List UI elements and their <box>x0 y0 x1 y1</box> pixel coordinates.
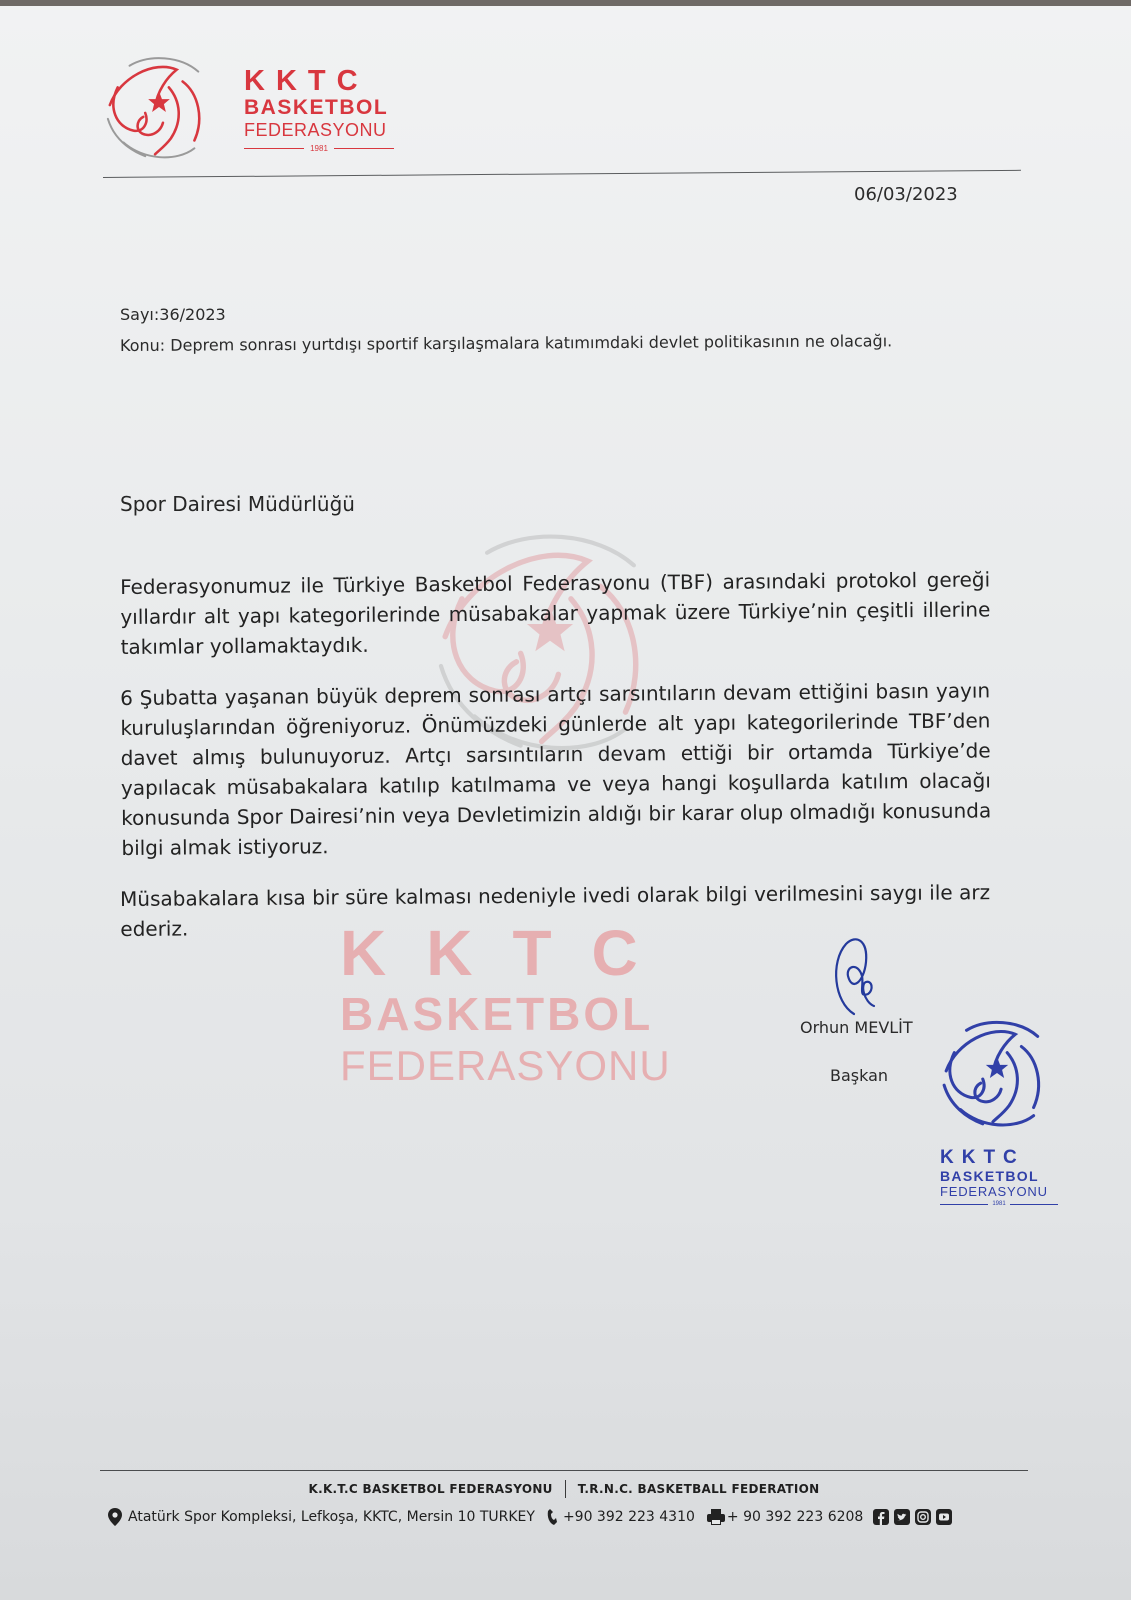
watermark-text <box>340 917 700 1090</box>
letter-recipient: Spor Dairesi Müdürlüğü <box>120 492 355 516</box>
header-logo-line1: KKTC <box>244 65 369 97</box>
stamp-line2: BASKETBOL <box>940 1168 1039 1184</box>
header-logo-line3: FEDERASYONU <box>244 120 387 140</box>
footer-address: Atatürk Spor Kompleksi, Lefkoşa, KKTC, Mersin 10 TURKEY <box>128 1509 535 1525</box>
letter-paragraph-2: 6 Şubatta yaşanan büyük deprem sonrası artçı sarsıntıların devam ettiğini basın yayın kuruluşlarından öğreniyoruz. Önümüzdeki günlerde alt yapı kategorilerinde TBF’den davet almış bulunuyoruz. Artçı sarsıntıların devam ettiği bir ortamda Türkiye’de yapılacak müsabakalara katılıp katılmama ve veya hangi koşullarda katılım olacağı konusunda Spor Dairesi’nin veya Devletimizin aldığı bir karar olup olmadığı konusunda bilgi almak istiyoruz. <box>120 678 992 860</box>
federation-logo-icon <box>100 48 218 170</box>
footer-contact <box>108 1508 1038 1526</box>
stamp-line1: KKTC <box>940 1147 1025 1168</box>
header-logo-line2: BASKETBOL <box>244 96 389 119</box>
stamp-year-row <box>940 1201 1058 1207</box>
youtube-icon[interactable] <box>936 1509 952 1525</box>
stamp-line3: FEDERASYONU <box>940 1184 1048 1199</box>
stamp-federation-name <box>940 1148 1060 1207</box>
watermark-line3: FEDERASYONU <box>340 1042 671 1089</box>
footer-org-en: T.R.N.C. BASKETBALL FEDERATION <box>577 1482 820 1496</box>
footer-org-tr: K.K.T.C BASKETBOL FEDERASYONU <box>308 1482 553 1496</box>
twitter-icon[interactable] <box>894 1509 910 1525</box>
footer-phone: +90 392 223 4310 <box>562 1509 695 1525</box>
footer-divider <box>100 1470 1028 1471</box>
signer-title: Başkan <box>830 1066 889 1085</box>
header-logo-year: 1981 <box>310 144 328 153</box>
header-logo-year-row <box>244 144 394 153</box>
letter-paragraph-1: Federasyonumuz ile Türkiye Basketbol Federasyonu (TBF) arasındaki protokol gereği yıllardır alt yapı kategorilerinde müsabakalar yapmak üzere Türkiye’nin çeşitli illerine takımlar yollamaktaydık. <box>120 567 991 659</box>
header-federation-name <box>244 66 400 153</box>
letter-subject: Konu: Deprem sonrası yurtdışı sportif karşılaşmalara katımımdaki devlet politikasının ne olacağı. <box>119 331 893 355</box>
handwritten-signature <box>824 932 894 1032</box>
footer-fax: + 90 392 223 6208 <box>726 1509 864 1525</box>
letter-paragraph-3: Müsabakalara kısa bir süre kalması nedeniyle ivedi olarak bilgi verilmesini saygı ile arz ederiz. <box>120 880 991 941</box>
facebook-icon[interactable] <box>873 1509 889 1525</box>
watermark-line2: BASKETBOL <box>340 988 654 1040</box>
letter-number: Sayı:36/2023 <box>120 305 226 324</box>
phone-icon <box>547 1509 557 1525</box>
location-icon <box>108 1508 122 1526</box>
social-icons <box>873 1509 952 1525</box>
stamp-year: 1981 <box>992 1201 1006 1207</box>
fax-icon <box>707 1509 725 1525</box>
footer-organization <box>100 1480 1028 1498</box>
federation-stamp-icon <box>936 1010 1058 1140</box>
signer-name: Orhun MEVLİT <box>800 1018 913 1037</box>
letter-date: 06/03/2023 <box>854 184 958 205</box>
watermark-line1: KKTC <box>340 917 678 989</box>
instagram-icon[interactable] <box>915 1509 931 1525</box>
